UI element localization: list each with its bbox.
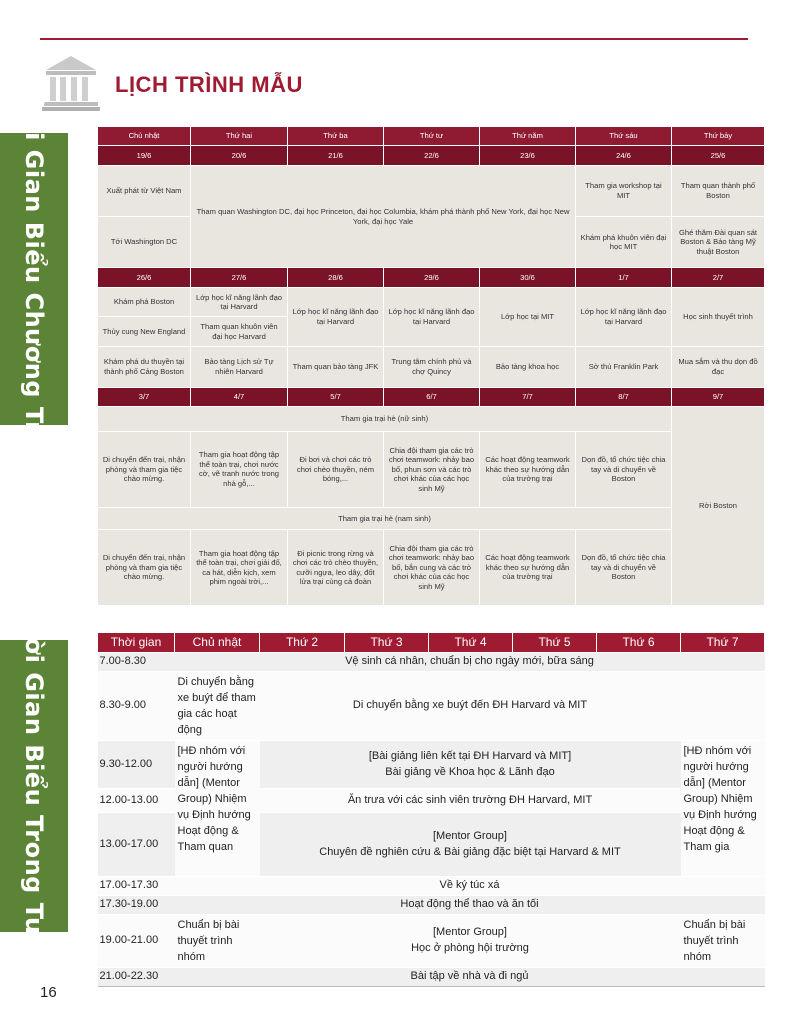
activity-cell: Tham quan thành phố Boston: [672, 165, 765, 216]
activity-line: [Bài giảng liên kết tại ĐH Harvard và MIT]: [368, 749, 572, 762]
column-header: Chủ nhật: [175, 633, 260, 653]
camp-girls-title: Tham gia trại hè (nữ sinh): [98, 407, 672, 432]
day-header: Thứ bảy: [672, 127, 765, 146]
column-header: Thứ 3: [345, 633, 429, 653]
activity-cell: Trung tâm chính phủ và chợ Quincy: [384, 347, 480, 388]
table-row: [98, 507, 765, 530]
activity-cell: Về ký túc xá: [175, 877, 765, 896]
saturday-cell: Chuẩn bị bài thuyết trình nhóm: [681, 914, 765, 967]
side-tab-program-label: Thời Gian Biểu Chương Trình: [20, 80, 48, 478]
activity-cell: Tham quan bảo tàng JFK: [288, 347, 384, 388]
date-cell: 21/6: [288, 146, 384, 165]
activity-cell: Ghé thăm Đài quan sát Boston & Bảo tàng Mỹ thuật Boston: [672, 217, 765, 268]
time-cell: 17.00-17.30: [98, 877, 175, 896]
date-cell: 30/6: [480, 268, 576, 287]
date-row: [98, 268, 765, 287]
date-cell: 6/7: [384, 387, 480, 406]
time-cell: 9.30-12.00: [98, 741, 175, 789]
date-cell: 4/7: [191, 387, 288, 406]
table-row: [98, 407, 765, 432]
time-cell: 21.00-22.30: [98, 967, 175, 986]
date-cell: 20/6: [191, 146, 288, 165]
date-cell: 19/6: [98, 146, 191, 165]
activity-line: [Mentor Group]: [433, 925, 507, 938]
activity-line: Bài giảng về Khoa học & Lãnh đạo: [385, 765, 555, 778]
time-cell: 7.00-8.30: [98, 653, 175, 672]
date-cell: 23/6: [480, 146, 576, 165]
day-header: Thứ sáu: [576, 127, 672, 146]
activity-cell: [260, 813, 681, 877]
activity-cell: [260, 914, 681, 967]
activity-cell: Xuất phát từ Việt Nam: [98, 165, 191, 216]
date-row: [98, 146, 765, 165]
table-row: [98, 653, 765, 672]
date-cell: 3/7: [98, 387, 191, 406]
activity-cell: [260, 741, 681, 789]
sunday-cell: [HĐ nhóm với người hướng dẫn] (Mentor Group) Nhiệm vụ Định hướng Hoạt động & Tham quan: [175, 741, 260, 877]
day-header: Thứ ba: [288, 127, 384, 146]
activity-cell: Các hoạt động teamwork khác theo sự hướng dẫn của trường trại: [480, 431, 576, 507]
activity-cell: Di chuyển đến trại, nhận phòng và tham gia tiệc chào mừng.: [98, 530, 191, 606]
activity-cell: Tham quan khuôn viên đại học Harvard: [191, 317, 288, 347]
activity-cell: Chia đội tham gia các trò chơi teamwork: nhảy bao bố, phun sơn và các trò chơi khác của các học sinh Mỹ: [384, 431, 480, 507]
activity-cell: Khám phá Boston: [98, 287, 191, 317]
activity-cell: Bài tập về nhà và đi ngủ: [175, 967, 765, 986]
column-header: Thứ 2: [260, 633, 345, 653]
activity-cell: Di chuyển bằng xe buýt đến ĐH Harvard và MIT: [260, 672, 681, 741]
camp-boys-title: Tham gia trại hè (nam sinh): [98, 507, 672, 530]
activity-cell: Lớp học kĩ năng lãnh đạo tại Harvard: [191, 287, 288, 317]
table-row: [98, 530, 765, 606]
activity-cell: Chia đội tham gia các trò chơi teamwork: nhảy bao bố, bắn cung và các trò chơi khác của các học sinh Mỹ: [384, 530, 480, 606]
date-cell: 24/6: [576, 146, 672, 165]
activity-cell: Mua sắm và thu dọn đồ đạc: [672, 347, 765, 388]
table-row: [98, 347, 765, 388]
activity-cell: Tới Washington DC: [98, 217, 191, 268]
activity-cell: Lớp học kĩ năng lãnh đạo tại Harvard: [576, 287, 672, 346]
activity-cell: Tham gia hoạt động tập thể toàn trại, chơi giải đố, ca hát, diễn kịch, xem phim ngoài trời,...: [191, 530, 288, 606]
activity-cell: Hoạt động thể thao và ăn tối: [175, 896, 765, 915]
activity-cell: Thủy cung New England: [98, 317, 191, 347]
date-row: [98, 387, 765, 406]
time-cell: 8.30-9.00: [98, 672, 175, 741]
day-header: Thứ tư: [384, 127, 480, 146]
time-cell: 13.00-17.00: [98, 813, 175, 877]
sunday-cell: Chuẩn bị bài thuyết trình nhóm: [175, 914, 260, 967]
date-cell: 25/6: [672, 146, 765, 165]
table-row: [98, 165, 765, 216]
date-cell: 29/6: [384, 268, 480, 287]
table-header-row: [98, 127, 765, 146]
activity-cell: Ăn trưa với các sinh viên trường ĐH Harvard, MIT: [260, 789, 681, 813]
weekly-schedule-table: [97, 633, 765, 987]
page-number: 16: [40, 984, 57, 1001]
program-schedule-table: [97, 126, 765, 606]
activity-cell: Bảo tàng Lịch sử Tự nhiên Harvard: [191, 347, 288, 388]
activity-cell: Đi picnic trong rừng và chơi các trò chèo thuyền, cưỡi ngựa, leo dây, đốt lửa trại cùng cả đoàn: [288, 530, 384, 606]
table-row: [98, 287, 765, 317]
date-cell: 27/6: [191, 268, 288, 287]
building-columns-icon: [42, 52, 100, 112]
activity-cell: Sở thú Franklin Park: [576, 347, 672, 388]
activity-cell: Dọn đồ, tổ chức tiệc chia tay và di chuyển về Boston: [576, 431, 672, 507]
day-header: Thứ năm: [480, 127, 576, 146]
activity-cell: Đi bơi và chơi các trò chơi chèo thuyền, ném bóng,...: [288, 431, 384, 507]
date-cell: 9/7: [672, 387, 765, 406]
table-header-row: [98, 633, 765, 653]
day-header: Chủ nhật: [98, 127, 191, 146]
activity-cell: Học sinh thuyết trình: [672, 287, 765, 346]
date-cell: 1/7: [576, 268, 672, 287]
activity-cell: Khám phá du thuyền tại thành phố Cảng Boston: [98, 347, 191, 388]
activity-line: Học ở phòng hội trường: [411, 941, 529, 954]
page-title: LỊCH TRÌNH MẪU: [115, 72, 303, 97]
table-row: [98, 896, 765, 915]
activity-line: Chuyên đề nghiên cứu & Bài giảng đặc biệt tại Harvard & MIT: [319, 845, 621, 858]
time-cell: 12.00-13.00: [98, 789, 175, 813]
activity-cell: Bảo tàng khoa học: [480, 347, 576, 388]
activity-cell: Lớp học kĩ năng lãnh đạo tại Harvard: [288, 287, 384, 346]
date-cell: 8/7: [576, 387, 672, 406]
activity-cell: Di chuyển đến trại, nhận phòng và tham gia tiệc chào mừng.: [98, 431, 191, 507]
top-rule: [40, 38, 748, 40]
activity-cell: Tham gia workshop tại MIT: [576, 165, 672, 216]
activity-cell: Các hoạt động teamwork khác theo sự hướng dẫn của trường trại: [480, 530, 576, 606]
date-cell: 2/7: [672, 268, 765, 287]
column-header: Thứ 5: [513, 633, 597, 653]
time-cell: 17.30-19.00: [98, 896, 175, 915]
time-cell: 19.00-21.00: [98, 914, 175, 967]
date-cell: 5/7: [288, 387, 384, 406]
day-header: Thứ hai: [191, 127, 288, 146]
activity-cell: Lớp học kĩ năng lãnh đạo tại Harvard: [384, 287, 480, 346]
date-cell: 22/6: [384, 146, 480, 165]
side-tab-weekly-label: Thời Gian Biểu Trong Tuần: [20, 603, 48, 969]
column-header: Thứ 7: [681, 633, 765, 653]
side-tab-program: [0, 80, 68, 478]
activity-cell: Vệ sinh cá nhân, chuẩn bị cho ngày mới, bữa sáng: [175, 653, 765, 672]
column-header: Thứ 6: [597, 633, 681, 653]
activity-cell: Lớp học tại MIT: [480, 287, 576, 346]
column-header: Thời gian: [98, 633, 175, 653]
table-row: [98, 672, 765, 741]
activity-cell: Tham quan Washington DC, đại học Princeton, đại học Columbia, khám phá thành phố New York, đại học New York, đại học Yale: [191, 165, 576, 267]
date-cell: 26/6: [98, 268, 191, 287]
table-row: [98, 877, 765, 896]
date-cell: 28/6: [288, 268, 384, 287]
table-row: [98, 741, 765, 789]
sunday-cell: Di chuyển bằng xe buýt để tham gia các hoạt động: [175, 672, 260, 741]
activity-cell: Khám phá khuôn viên đại học MIT: [576, 217, 672, 268]
side-tab-weekly: [0, 603, 68, 969]
date-cell: 7/7: [480, 387, 576, 406]
empty-cell: [681, 672, 765, 741]
column-header: Thứ 4: [429, 633, 513, 653]
activity-cell: Rời Boston: [672, 407, 765, 606]
activity-line: [Mentor Group]: [433, 829, 507, 842]
saturday-cell: [HĐ nhóm với người hướng dẫn] (Mentor Group) Nhiệm vụ Định hướng Hoạt động & Tham gia: [681, 741, 765, 877]
table-row: [98, 431, 765, 507]
activity-cell: Tham gia hoạt động tập thể toàn trại, chơi nước cờ, vẽ tranh nước trong nhà gỗ,...: [191, 431, 288, 507]
table-row: [98, 914, 765, 967]
activity-cell: Dọn đồ, tổ chức tiệc chia tay và di chuyển về Boston: [576, 530, 672, 606]
table-row: [98, 967, 765, 986]
